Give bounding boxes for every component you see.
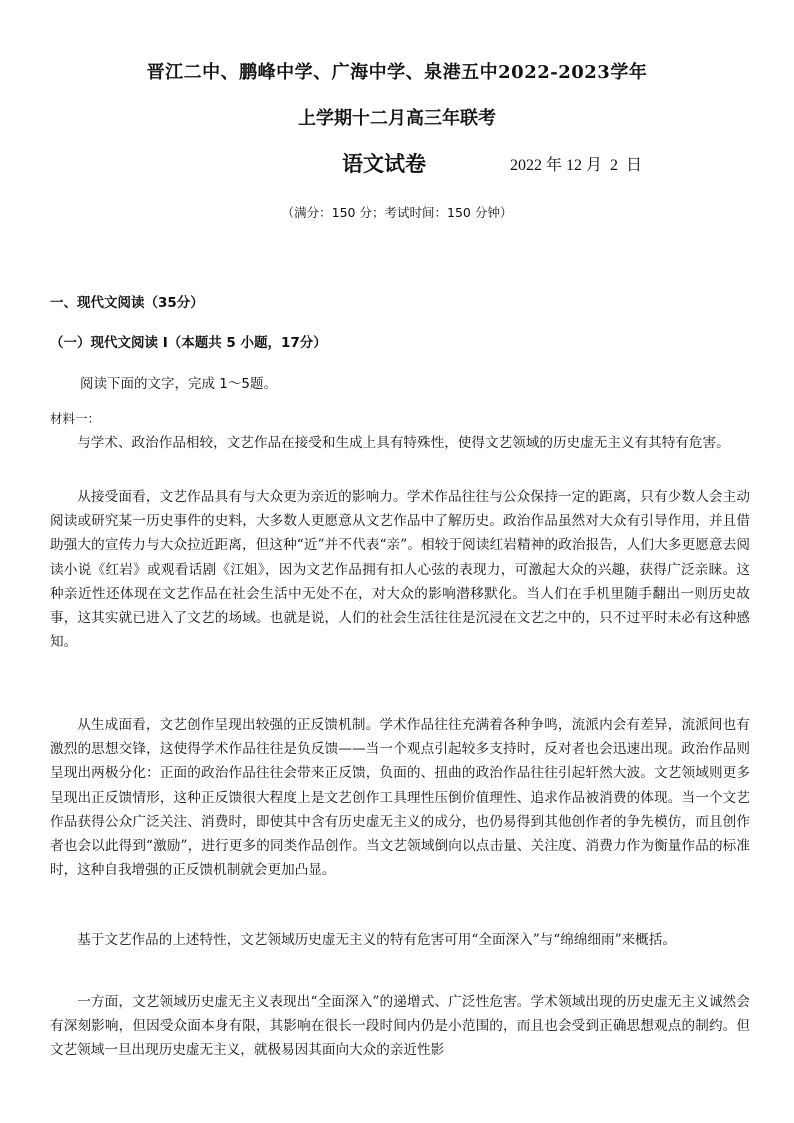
exam-subtitle: （满分：150 分；考试时间：150 分钟） (281, 205, 513, 220)
section-heading: 一、现代文阅读（35分） (50, 295, 204, 311)
paragraph-5: 一方面，文艺领域历史虚无主义表现出“全面深入”的递增式、广泛性危害。学术领域出现的历史虚无主义诚然会有深刻影响，但因受众面本身有限，其影响在很长一段时间内仍是小范围的，而且也会受到正确思想观点的制约。但文艺领域一旦出现历史虚无主义，就极易因其面向大众的亲近性影 (50, 994, 750, 1059)
paragraph-4: 基于文艺作品的上述特性，文艺领域历史虚无主义的特有危害可用“全面深入”与“绵绵细雨”来概括。 (77, 932, 676, 948)
paragraph-3: 从生成面看，文艺创作呈现出较强的正反馈机制。学术作品往往充满着各种争鸣，流派内会有差异，流派间也有激烈的思想交锋，这使得学术作品往往是负反馈——当一个观点引起较多支持时，反对者也会迅速出现。政治作品则呈现出两极分化：正面的政治作品往往会带来正反馈，负面的、扭曲的政治作品往往引起轩然大波。文艺领域则更多呈现出正反馈情形，这种正反馈很大程度上是文艺创作工具理性压倒价值理性、追求作品被消费的体现。当一个文艺作品获得公众广泛关注、消费时，即使其中含有历史虚无主义的成分，也仍易得到其他创作者的争先模仿，而且创作者也会以此得到“激励”，进行更多的同类作品创作。当文艺领域倒向以点击量、关注度、消费力作为衡量作品的标准时，这种自我增强的正反馈机制就会更加凸显。 (50, 717, 750, 879)
reading-instruction: 阅读下面的文字，完成 1～5题。 (80, 376, 277, 392)
exam-title-line2: 上学期十二月高三年联考 (298, 108, 496, 129)
section-subheading: （一）现代文阅读 I（本题共 5 小题，17分） (50, 335, 327, 351)
paragraph-1: 与学术、政治作品相较，文艺作品在接受和生成上具有特殊性，使得文艺领域的历史虚无主义有其特有危害。 (77, 435, 730, 451)
exam-date: 2022 年 12 月 2 日 (510, 157, 643, 174)
material-label: 材料一： (50, 411, 101, 426)
paragraph-2: 从接受面看，文艺作品具有与大众更为亲近的影响力。学术作品往往与公众保持一定的距离，只有少数人会主动阅读或研究某一历史事件的史料，大多数人更愿意从文艺作品中了解历史。政治作品虽然对大众有引导作用，并且借助强大的宣传力与大众拉近距离，但这种“近”并不代表“亲”。相较于阅读红岩精神的政治报告，人们大多更愿意去阅读小说《红岩》或观看话剧《江姐》，因为文艺作品拥有扣人心弦的表现力，可激起大众的兴趣，获得广泛亲睐。这种亲近性还体现在文艺作品在社会生活中无处不在，对大众的影响潜移默化。当人们在手机里随手翻出一则历史故事，这其实就已进入了文艺的场域。也就是说，人们的社会生活往往是沉浸在文艺之中的，只不过平时未必有这种感知。 (50, 489, 750, 651)
exam-title-line1: 晋江二中、鹏峰中学、广海中学、泉港五中2022-2023学年 (146, 62, 648, 83)
exam-name: 语文试卷 (342, 151, 426, 176)
